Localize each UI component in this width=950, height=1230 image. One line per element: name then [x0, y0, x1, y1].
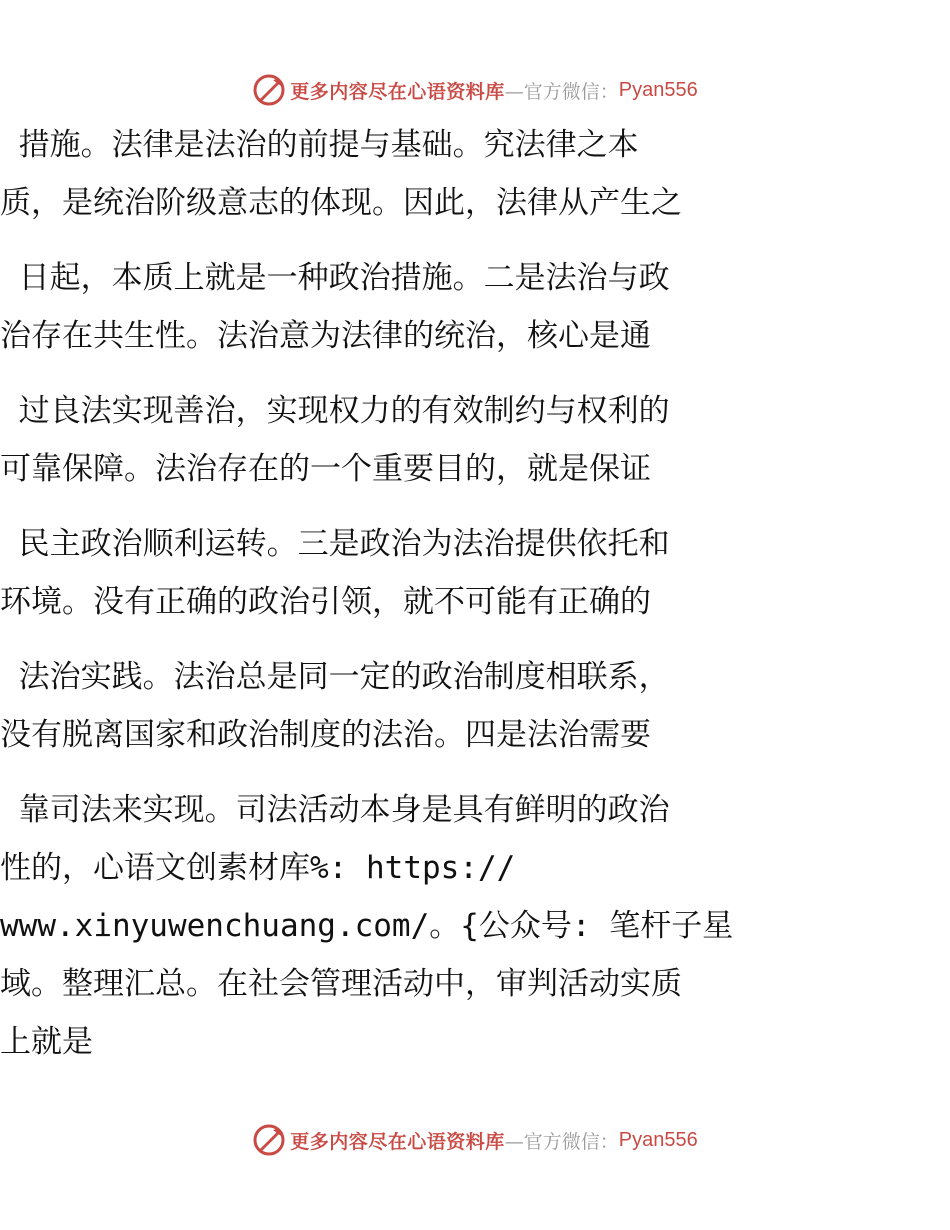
body-line: 措施。法律是法治的前提与基础。究法律之本 [0, 127, 639, 163]
body-line: 日起，本质上就是一种政治措施。二是法治与政 [0, 260, 670, 296]
body-line: 治存在共生性。法治意为法律的统治，核心是通 [0, 318, 651, 354]
body-line: 靠司法来实现。司法活动本身是具有鲜明的政治 [0, 792, 670, 828]
body-line: 可靠保障。法治存在的一个重要目的，就是保证 [0, 451, 651, 487]
header-brand: 更多内容尽在心语资料库 [290, 80, 505, 103]
footer-banner [0, 1120, 950, 1160]
body-line: 没有脱离国家和政治制度的法治。四是法治需要 [0, 717, 651, 753]
body-line: 上就是 [0, 1024, 93, 1060]
header-wechat-id: Pyan556 [618, 78, 698, 101]
header-banner [0, 70, 950, 110]
body-line: 过良法实现善治，实现权力的有效制约与权利的 [0, 393, 670, 429]
footer-wechat-id: Pyan556 [618, 1128, 698, 1151]
body-line: 域。整理汇总。在社会管理活动中，审判活动实质 [0, 966, 682, 1002]
body-line: 性的，心语文创素材库%: https:// [0, 850, 516, 886]
body-line: www.xinyuwenchuang.com/。{公众号: 笔杆子星 [0, 908, 734, 944]
body-line: 环境。没有正确的政治引领，就不可能有正确的 [0, 584, 651, 620]
body-line: 法治实践。法治总是同一定的政治制度相联系， [0, 659, 670, 695]
quill-logo-icon [252, 1123, 286, 1157]
body-line: 质，是统治阶级意志的体现。因此，法律从产生之 [0, 185, 682, 221]
footer-wechat-label: —官方微信： [504, 1130, 619, 1153]
body-line: 民主政治顺利运转。三是政治为法治提供依托和 [0, 526, 670, 562]
quill-logo-icon [252, 73, 286, 107]
footer-brand: 更多内容尽在心语资料库 [290, 1130, 505, 1153]
header-wechat-label: —官方微信： [504, 80, 619, 103]
